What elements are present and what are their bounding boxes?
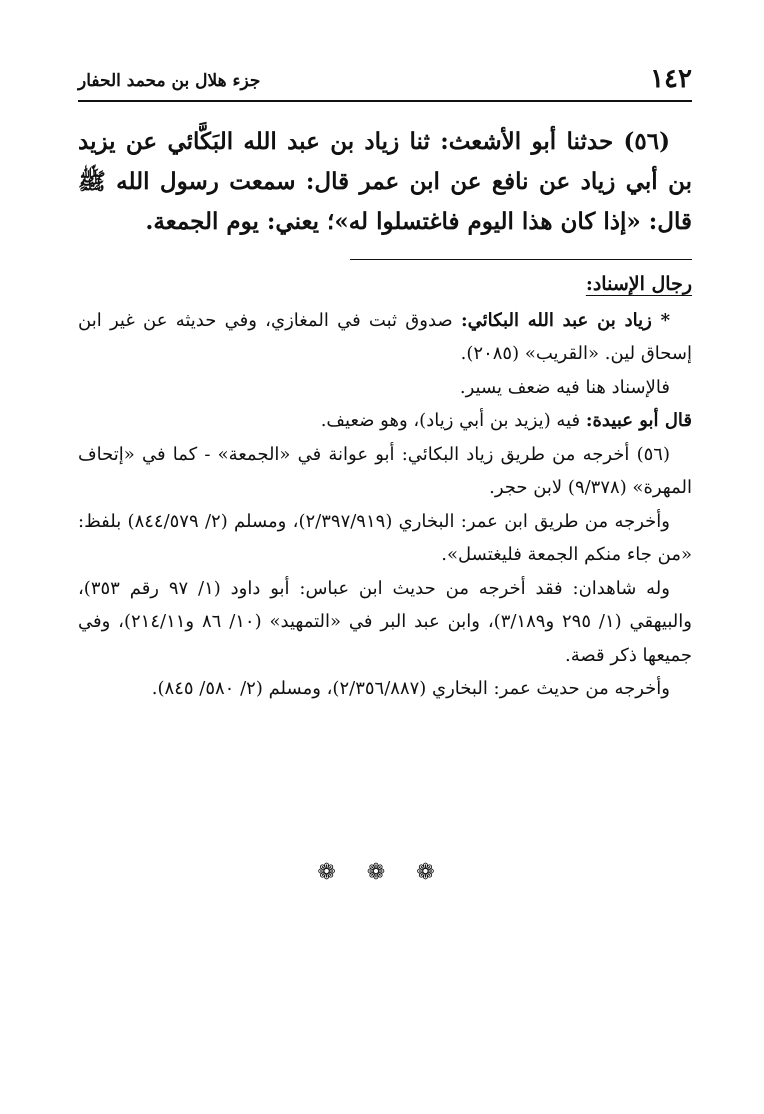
note-narrator-text: صدوق ثبت في المغازي، وفي حديثه عن غير ابن إسحاق لين. «القريب» (٢٠٨٥). xyxy=(78,309,692,364)
note-narrator-name: * زياد بن عبد الله البكائي: xyxy=(460,309,670,331)
note-abu-ubaidah xyxy=(78,404,692,438)
hadith-text: (٥٦) حدثنا أبو الأشعث: ثنا زياد بن عبد الله البَكَّائي عن يزيد بن أبي زياد عن نافع عن ابن عمر قال: سمعت رسول الله ﷺ قال: «إذا كان هذا اليوم فاغتسلوا له»؛ يعني: يوم الجمعة. xyxy=(78,128,692,235)
note-shawahid: وله شاهدان: فقد أخرجه من حديث ابن عباس: أبو داود (١/ ٩٧ رقم ٣٥٣)، والبيهقي (١/ ٢٩٥ و٣/١٨٩)، وابن عبد البر في «التمهيد» (١٠/ ٨٦ و٢١٤/١١)، وفي جميعها ذكر قصة. xyxy=(78,577,692,666)
section-heading: رجال الإسناد: xyxy=(585,273,692,295)
notes-block xyxy=(78,268,692,706)
note-narrator xyxy=(78,304,692,371)
hadith-text-block xyxy=(78,122,692,242)
note-abu-ubaidah-label: قال أبو عبيدة: xyxy=(585,410,692,431)
note-isnad-grade: فالإسناد هنا فيه ضعف يسير. xyxy=(459,376,670,398)
page-number: ١٤٢ xyxy=(650,64,692,94)
page-header xyxy=(78,62,692,98)
header-rule xyxy=(78,100,692,102)
note-abu-ubaidah-text: فيه (يزيد بن أبي زياد)، وهو ضعيف. xyxy=(320,410,586,431)
running-title: جزء هلال بن محمد الحفار xyxy=(78,71,261,91)
end-ornament: ❁ ❁ ❁ xyxy=(317,860,447,885)
note-takhrij-1: (٥٦) أخرجه من طريق زياد البكائي: أبو عوانة في «الجمعة» - كما في «إتحاف المهرة» (٩/٣٧٨) لابن حجر. xyxy=(78,443,692,498)
footnote-separator xyxy=(350,259,692,260)
note-takhrij-2: وأخرجه من طريق ابن عمر: البخاري (٢/٣٩٧/٩١٩)، ومسلم (٢/ ٨٤٤/٥٧٩) بلفظ: «من جاء منكم الجمعة فليغتسل». xyxy=(78,510,692,565)
note-takhrij-3: وأخرجه من حديث عمر: البخاري (٢/٣٥٦/٨٨٧)، ومسلم (٢/ ٥٨٠/ ٨٤٥). xyxy=(151,678,670,699)
